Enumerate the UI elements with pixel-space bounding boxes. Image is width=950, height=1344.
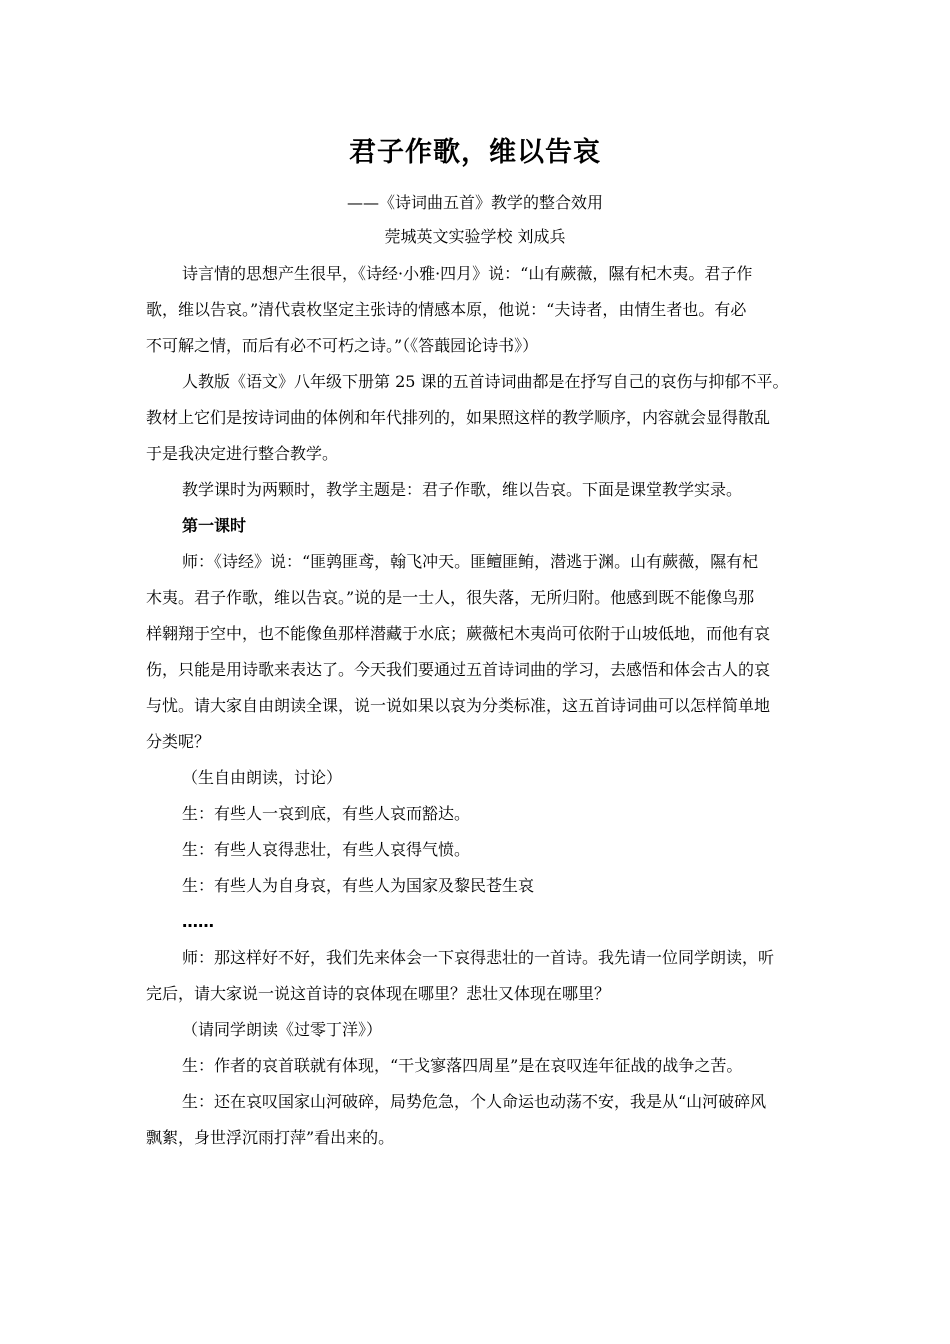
paragraph-line: 样翱翔于空中，也不能像鱼那样潜藏于水底；蕨薇杞木夷尚可依附于山坡低地，而他有哀 — [146, 624, 771, 643]
paragraph — [146, 832, 826, 868]
paragraph — [146, 940, 826, 1012]
document-title: 君子作歌，维以告哀 — [349, 137, 601, 168]
paragraph-line: 生：还在哀叹国家山河破碎，局势危急，个人命运也动荡不安，我是从“山河破碎风 — [182, 1092, 767, 1111]
paragraph-line: 生：作者的哀首联就有体现，“干戈寥落四周星”是在哀叹连年征战的战争之苦。 — [182, 1056, 743, 1075]
paragraph — [146, 1048, 826, 1084]
paragraph-line: …… — [182, 912, 214, 931]
paragraph-line: 生：有些人哀得悲壮，有些人哀得气愤。 — [182, 840, 471, 859]
paragraph-line: 师：《诗经》说：“匪鹑匪鸢，翰飞冲天。匪鳣匪鲔，潜逃于渊。山有蕨薇，隰有杞 — [182, 552, 759, 571]
paragraph-line: 木夷。君子作歌，维以告哀。”说的是一士人，很失落，无所归附。他感到既不能像鸟那 — [146, 588, 755, 607]
paragraph — [146, 1012, 826, 1048]
paragraph — [146, 760, 826, 796]
paragraph — [146, 472, 826, 508]
paragraph-line: 教学课时为两颗时，教学主题是：君子作歌，维以告哀。下面是课堂教学实录。 — [182, 480, 743, 499]
paragraph — [146, 868, 826, 904]
document-author: 莞城英文实验学校 刘成兵 — [384, 227, 566, 246]
paragraph-line: 分类呢？ — [146, 732, 211, 751]
paragraph — [146, 256, 826, 364]
paragraph-line: 生：有些人一哀到底，有些人哀而豁达。 — [182, 804, 471, 823]
paragraph-line: 不可解之情，而后有必不可朽之诗。”（《答蕺园论诗书》） — [146, 336, 539, 355]
paragraph-line: 第一课时 — [182, 516, 247, 535]
paragraph-line: 生：有些人为自身哀，有些人为国家及黎民苍生哀 — [182, 876, 535, 895]
document-subtitle: ——《诗词曲五首》教学的整合效用 — [346, 193, 603, 212]
paragraph-line: 伤，只能是用诗歌来表达了。今天我们要通过五首诗词曲的学习，去感悟和体会古人的哀 — [146, 660, 771, 679]
paragraph — [146, 796, 826, 832]
paragraph-line: （请同学朗读《过零丁洋》） — [182, 1020, 383, 1039]
paragraph-line: 完后，请大家说一说这首诗的哀体现在哪里？悲壮又体现在哪里？ — [146, 984, 611, 1003]
paragraph — [146, 544, 826, 760]
paragraph-line: 师：那这样好不好，我们先来体会一下哀得悲壮的一首诗。我先请一位同学朗读，听 — [182, 948, 775, 967]
paragraph-line: 于是我决定进行整合教学。 — [146, 444, 339, 463]
paragraph-line: 人教版《语文》八年级下册第 25 课的五首诗词曲都是在抒写自己的哀伤与抑郁不平。 — [182, 372, 789, 391]
paragraph — [146, 508, 826, 544]
paragraph — [146, 1084, 826, 1156]
paragraph-line: 飘絮，身世浮沉雨打萍”看出来的。 — [146, 1128, 395, 1147]
paragraph — [146, 904, 826, 940]
paragraph-line: 诗言情的思想产生很早，《诗经·小雅·四月》说：“山有蕨薇，隰有杞木夷。君子作 — [182, 264, 753, 283]
paragraph-line: 与忧。请大家自由朗读全课，说一说如果以哀为分类标准，这五首诗词曲可以怎样简单地 — [146, 696, 771, 715]
paragraph-line: 教材上它们是按诗词曲的体例和年代排列的，如果照这样的教学顺序，内容就会显得散乱 — [146, 408, 771, 427]
paragraph-line: 歌，维以告哀。”清代袁枚坚定主张诗的情感本原，他说：“夫诗者，由情生者也。有必 — [146, 300, 747, 319]
document-body — [146, 256, 826, 1156]
paragraph-line: （生自由朗读，讨论） — [182, 768, 343, 787]
paragraph — [146, 364, 826, 472]
